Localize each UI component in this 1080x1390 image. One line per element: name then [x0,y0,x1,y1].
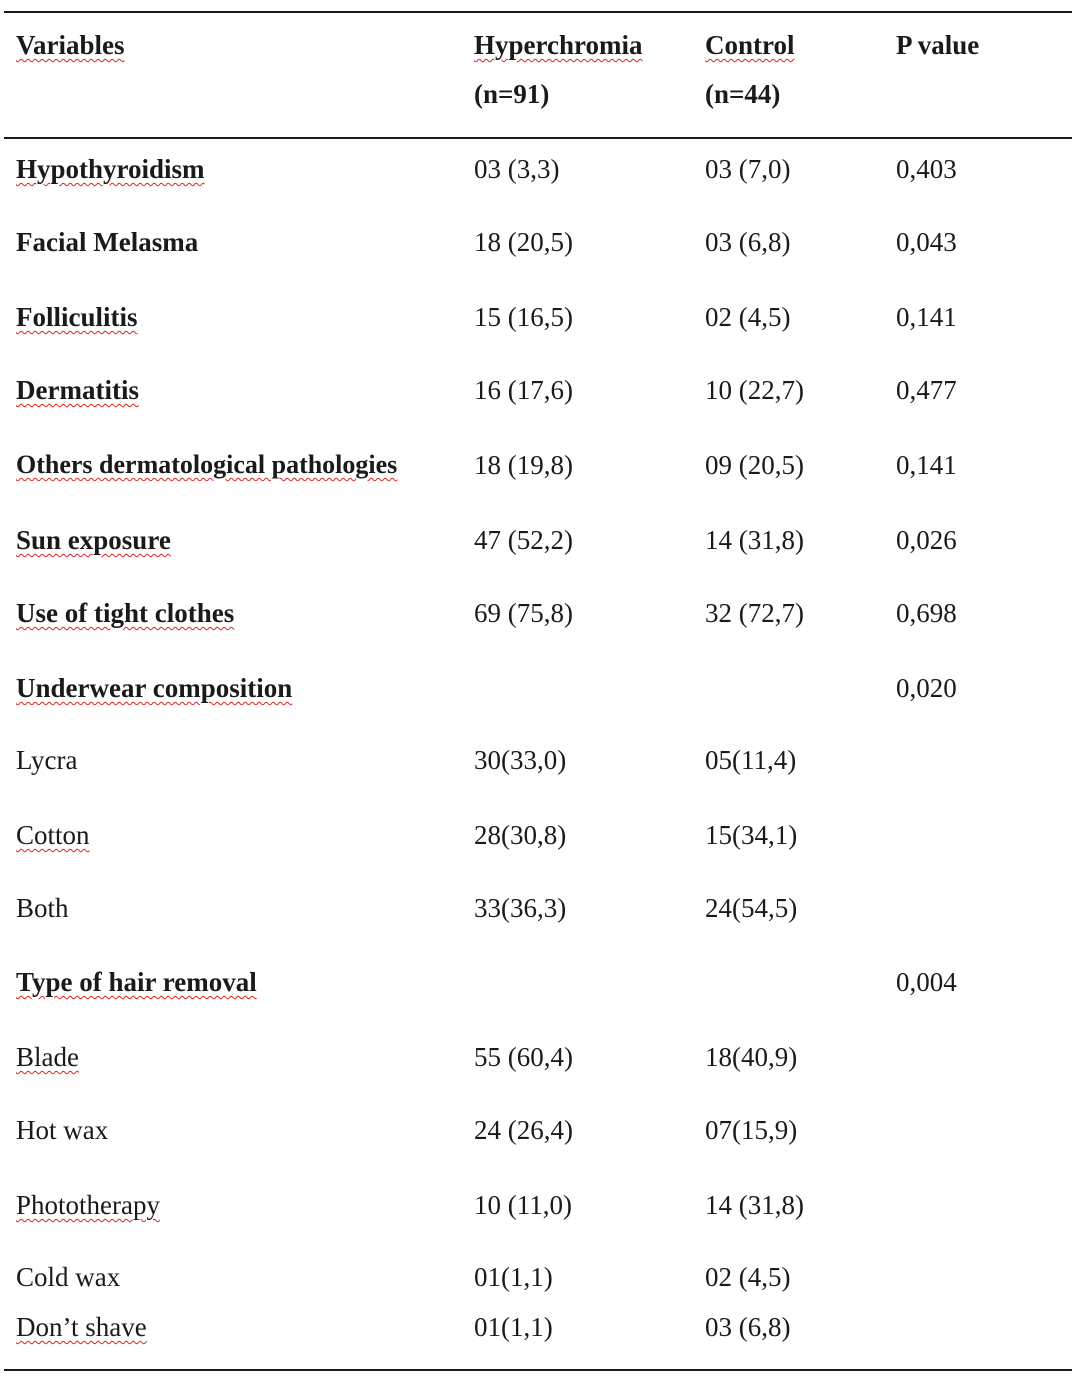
cell-hyperchromia: 18 (19,8) [474,450,573,480]
cell-control: 02 (4,5) [705,302,791,332]
row-label: Cold wax [16,1262,121,1292]
cell-hyperchromia: 69 (75,8) [474,598,573,628]
row-label: Lycra [16,745,78,775]
row-label: Both [16,893,69,923]
cell-hyperchromia: 33(36,3) [474,893,567,923]
row-label [16,1115,108,1145]
cell-hyperchromia: 16 (17,6) [474,375,573,405]
cell-control: 02 (4,5) [705,1262,791,1292]
cell-pvalue: 0,698 [896,598,957,628]
header-hyperchromia: Hyperchromia [474,30,643,60]
row-label: Dermatitis [16,375,139,405]
cell-pvalue: 0,026 [896,525,957,555]
row-label: Facial Melasma [16,227,199,257]
cell-hyperchromia: 47 (52,2) [474,525,573,555]
row-label: Cotton [16,820,90,850]
cell-pvalue: 0,141 [896,450,957,480]
row-label: Others dermatological pathologies [16,450,398,479]
cell-hyperchromia: 18 (20,5) [474,227,573,257]
cell-hyperchromia: 30(33,0) [474,745,567,775]
cell-hyperchromia: 24 (26,4) [474,1115,573,1145]
row-label: Sun exposure [16,525,171,555]
cell-pvalue: 0,477 [896,375,957,405]
cell-pvalue: 0,403 [896,154,957,184]
table-top-rule [4,11,1072,13]
header-control-n: (n=44) [705,79,781,109]
cell-pvalue: 0,020 [896,673,957,703]
cell-control: 14 (31,8) [705,525,804,555]
cell-hyperchromia: 15 (16,5) [474,302,573,332]
cell-hyperchromia: 10 (11,0) [474,1190,572,1220]
cell-hyperchromia: 03 (3,3) [474,154,560,184]
cell-hyperchromia: 55 (60,4) [474,1042,573,1072]
cell-control: 14 (31,8) [705,1190,804,1220]
header-hyperchromia-n: (n=91) [474,79,550,109]
cell-control: 07(15,9) [705,1115,798,1145]
cell-hyperchromia: 01(1,1) [474,1262,553,1292]
cell-control: 18(40,9) [705,1042,798,1072]
cell-control: 24(54,5) [705,893,798,923]
cell-pvalue: 0,043 [896,227,957,257]
table-bottom-rule [4,1369,1072,1371]
row-label: Underwear composition [16,673,293,703]
cell-control: 32 (72,7) [705,598,804,628]
cell-pvalue: 0,141 [896,302,957,332]
table-header-rule [4,137,1072,139]
header-pvalue: P value [896,30,980,60]
cell-hyperchromia: 01(1,1) [474,1312,553,1342]
cell-hyperchromia: 28(30,8) [474,820,567,850]
cell-control: 03 (6,8) [705,227,791,257]
row-label: Blade [16,1042,79,1072]
cell-control: 09 (20,5) [705,450,804,480]
cell-control: 10 (22,7) [705,375,804,405]
cell-pvalue: 0,004 [896,967,957,997]
row-label: Use of tight clothes [16,598,235,628]
header-variables: Variables [16,30,125,60]
row-label-text: Hot wax [16,1115,109,1145]
header-control: Control [705,30,795,60]
row-label: Don’t shave [16,1312,147,1342]
row-label: Hypothyroidism [16,154,205,184]
cell-control: 15(34,1) [705,820,798,850]
cell-control: 03 (6,8) [705,1312,791,1342]
row-label: Phototherapy [16,1190,160,1220]
row-label: Folliculitis [16,302,138,332]
cell-control: 03 (7,0) [705,154,791,184]
cell-control: 05(11,4) [705,745,797,775]
row-label: Type of hair removal [16,967,257,997]
